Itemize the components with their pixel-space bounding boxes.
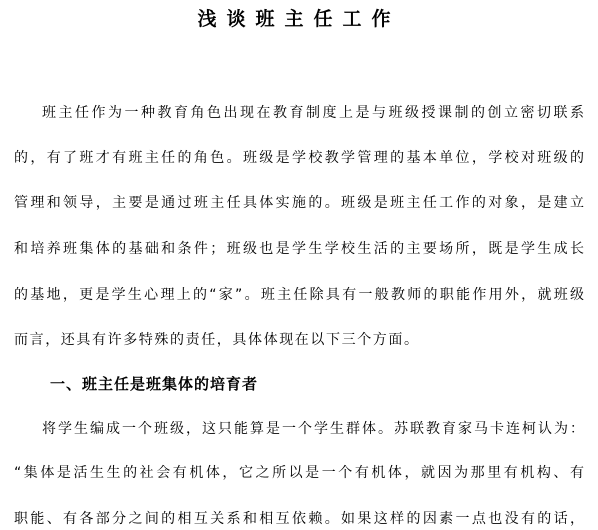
document-title: 浅谈班主任工作 (197, 8, 401, 30)
paragraph-1-line-3: 管理和领导，主要是通过班主任具体实施的。班级是班主任工作的对象，是建立 (14, 195, 584, 211)
section-1-line-1: 将学生编成一个班级，这只能算是一个学生群体。苏联教育家马卡连柯认为： (42, 421, 584, 437)
paragraph-1-line-5: 的基地，更是学生心理上的“家”。班主任除具有一般教师的职能作用外，就班级 (14, 287, 584, 303)
paragraph-1-line-4: 和培养班集体的基础和条件；班级也是学生学校生活的主要场所，既是学生成长 (14, 241, 584, 257)
section-1-line-2: “集体是活生生的社会有机体，它之所以是一个有机体，就因为那里有机构、有 (14, 465, 584, 481)
paragraph-1-line-1: 班主任作为一种教育角色出现在教育制度上是与班级授课制的创立密切联系 (42, 105, 584, 121)
section-1-line-3: 职能、有各部分之间的相互关系和相互依赖。如果这样的因素一点也没有的话， (14, 511, 584, 527)
paragraph-1-line-2: 的，有了班才有班主任的角色。班级是学校教学管理的基本单位，学校对班级的 (14, 150, 584, 166)
section-1-heading: 一、班主任是班集体的培育者 (50, 375, 259, 393)
paragraph-1-line-6: 而言，还具有许多特殊的责任，具体体现在以下三个方面。 (14, 332, 420, 348)
